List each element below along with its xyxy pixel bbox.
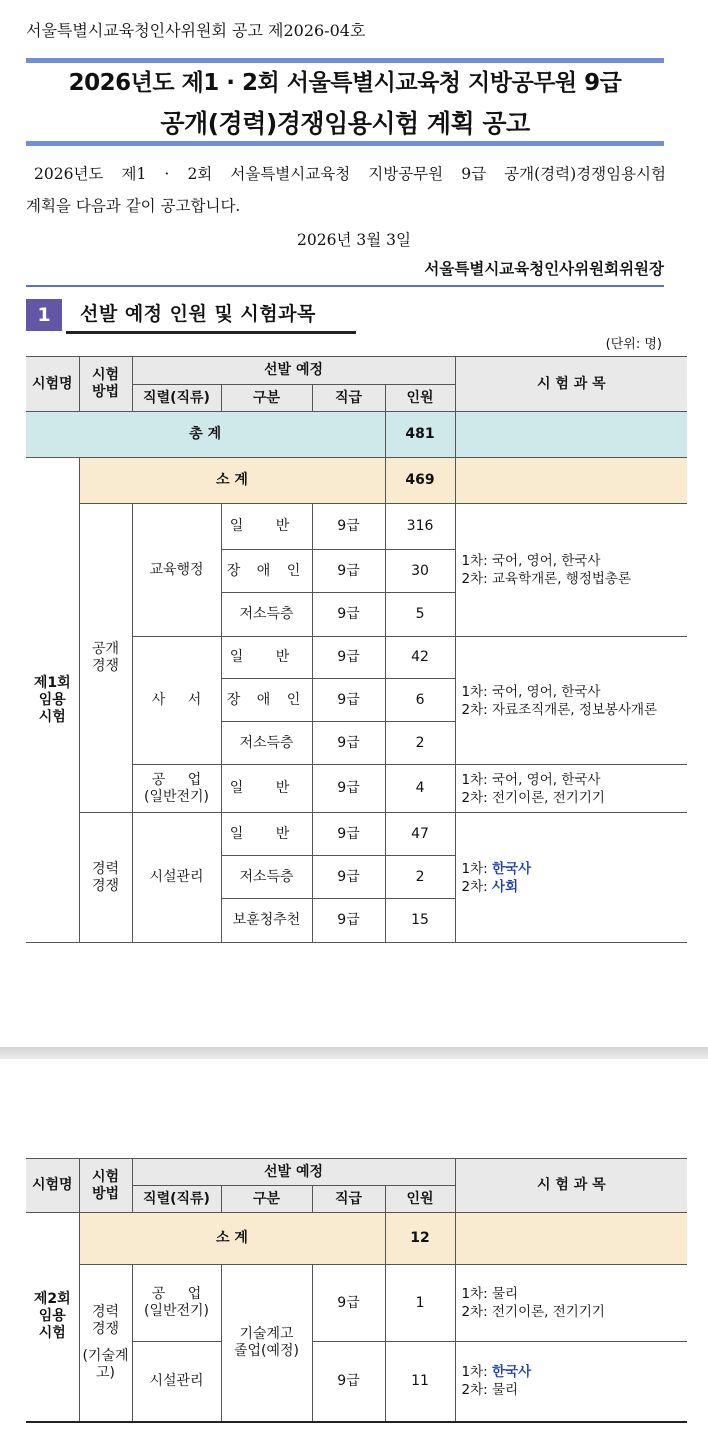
grade-edu-disabled: 9급 [312, 550, 385, 593]
count-edu-disabled: 30 [385, 550, 455, 593]
signer-rule [26, 285, 664, 287]
subjects-facility [455, 813, 687, 943]
subject-highlight: 한국사 [492, 1364, 532, 1381]
subject-line [462, 878, 688, 896]
count-ind-general: 4 [385, 765, 455, 813]
subject-prefix: 2차: [461, 878, 493, 895]
page-title-line2: 공개(경력)경쟁임용시험 계획 공고 [160, 109, 530, 138]
subject-prefix: 1차: [461, 1364, 493, 1381]
header-exam-method: 시험 방법 [79, 1159, 132, 1213]
header-subjects: 시 험 과 목 [455, 357, 687, 412]
header-grade: 직급 [312, 1186, 385, 1213]
cat-edu-disabled: 장 애 인 [221, 550, 312, 593]
header-selection: 선발 예정 [132, 1159, 455, 1186]
count-lib-general: 42 [385, 637, 455, 679]
cat-fac-lowincome: 저소득층 [221, 856, 312, 899]
total-count: 481 [385, 412, 455, 458]
series-facility-2: 시설관리 [132, 1342, 221, 1422]
subtotal-count-2: 12 [385, 1213, 455, 1265]
header-category: 구분 [221, 385, 312, 412]
header-exam-name: 시험명 [26, 357, 79, 412]
series-facility: 시설관리 [132, 813, 221, 943]
subject-line: 2차: 자료조직개론, 정보봉사개론 [461, 701, 658, 718]
subject-highlight: 사회 [492, 878, 519, 895]
grade-ind-2: 9급 [312, 1265, 385, 1342]
series-industrial-2: 공 업 (일반전기) [132, 1265, 221, 1342]
cat-edu-lowincome: 저소득층 [221, 593, 312, 637]
unit-label: (단위: 명) [605, 337, 662, 352]
subjects-facility-2 [455, 1342, 687, 1422]
count-ind-2: 1 [385, 1265, 455, 1342]
cat-lib-general: 일 반 [221, 637, 312, 679]
header-grade: 직급 [312, 385, 385, 412]
method-label: 경력 경쟁 [91, 1303, 120, 1337]
cat-fac-general: 일 반 [221, 813, 312, 856]
notice-number: 서울특별시교육청인사위원회 공고 제2026-04호 [26, 21, 366, 40]
notice-date: 2026년 3월 3일 [297, 231, 411, 249]
subject-line: 1차: 국어, 영어, 한국사 [461, 683, 601, 700]
header-count: 인원 [385, 385, 455, 412]
subtotal-count-1: 469 [385, 458, 455, 504]
method-career: 경력 경쟁 [79, 813, 132, 943]
intro-text [26, 158, 666, 222]
signer: 서울특별시교육청인사위원회위원장 [424, 259, 664, 278]
subject-line: 2차: 물리 [461, 1382, 519, 1399]
section-title: 선발 예정 인원 및 시험과목 [80, 303, 316, 325]
grade-lib-disabled: 9급 [312, 679, 385, 722]
selection-table-1 [26, 356, 687, 943]
subject-line: 2차: 전기이론, 전기기기 [461, 1304, 605, 1320]
subjects-industrial-2 [455, 1265, 687, 1342]
header-exam-method: 시험 방법 [79, 357, 132, 412]
grade-fac-lowincome: 9급 [312, 856, 385, 899]
page-break [0, 1047, 708, 1059]
series-industrial: 공 업 (일반전기) [132, 765, 221, 813]
subject-line: 1차: 국어, 영어, 한국사 [461, 771, 601, 788]
cat-lib-disabled: 장 애 인 [221, 679, 312, 722]
method-note: (기술계 고) [82, 1347, 129, 1381]
cat-edu-general: 일 반 [221, 504, 312, 550]
title-bottom-rule [26, 141, 664, 146]
cat-ind-general: 일 반 [221, 765, 312, 813]
count-lib-lowincome: 2 [385, 722, 455, 765]
total-subjects-empty [455, 412, 687, 458]
header-count: 인원 [385, 1186, 455, 1213]
page-title-line1: 2026년도 제1 · 2회 서울특별시교육청 지방공무원 9급 [68, 70, 622, 96]
total-label: 총 계 [26, 412, 385, 458]
header-series: 직렬(직류) [132, 385, 221, 412]
count-lib-disabled: 6 [385, 679, 455, 722]
subject-prefix: 1차: [461, 860, 493, 877]
series-librarian: 사 서 [132, 637, 221, 765]
intro-line1: 2026년도 제1 · 2회 서울특별시교육청 지방공무원 9급 공개(경력)경쟁임용시험 [34, 165, 666, 183]
subjects-industrial [455, 765, 687, 813]
intro-line2: 계획을 다음과 같이 공고합니다. [26, 197, 241, 215]
grade-lib-lowincome: 9급 [312, 722, 385, 765]
header-series: 직렬(직류) [132, 1186, 221, 1213]
grade-edu-lowincome: 9급 [312, 593, 385, 637]
count-fac-lowincome: 2 [385, 856, 455, 899]
subject-line: 1차: 물리 [461, 1286, 519, 1302]
cat-fac-veteran: 보훈청추천 [221, 899, 312, 943]
count-edu-lowincome: 5 [385, 593, 455, 637]
subject-line: 2차: 교육학개론, 행정법총론 [461, 571, 632, 587]
exam-name-1: 제1회 임용 시험 [26, 458, 79, 943]
header-selection: 선발 예정 [132, 357, 455, 385]
subject-line: 1차: 국어, 영어, 한국사 [461, 553, 601, 569]
exam-name-2: 제2회 임용 시험 [26, 1213, 79, 1422]
method-open: 공개 경쟁 [79, 504, 132, 813]
count-fac-general: 47 [385, 813, 455, 856]
method-career-2 [79, 1265, 132, 1422]
subject-highlight: 한국사 [492, 860, 532, 877]
count-fac-veteran: 15 [385, 899, 455, 943]
grade-edu-general: 9급 [312, 504, 385, 550]
selection-table-2 [26, 1158, 687, 1423]
title-top-rule [26, 58, 664, 63]
grade-lib-general: 9급 [312, 637, 385, 679]
subjects-librarian [455, 637, 687, 765]
grade-fac-veteran: 9급 [312, 899, 385, 943]
subjects-edu-admin [455, 504, 687, 637]
subtotal-label-2: 소 계 [79, 1213, 385, 1265]
subject-line [462, 1363, 688, 1381]
section-underline [66, 331, 356, 334]
count-fac-2: 11 [385, 1342, 455, 1422]
category-tech-hs: 기술계고 졸업(예정) [221, 1265, 312, 1422]
grade-fac-2: 9급 [312, 1342, 385, 1422]
subtotal-subjects-empty-1 [455, 458, 687, 504]
header-exam-name: 시험명 [26, 1159, 79, 1213]
series-edu-admin: 교육행정 [132, 504, 221, 637]
subtotal-subjects-empty-2 [455, 1213, 687, 1265]
header-category: 구분 [221, 1186, 312, 1213]
subtotal-label-1: 소 계 [79, 458, 385, 504]
grade-fac-general: 9급 [312, 813, 385, 856]
count-edu-general: 316 [385, 504, 455, 550]
subject-line: 2차: 전기이론, 전기기기 [461, 789, 605, 806]
subject-line [462, 860, 688, 878]
cat-lib-lowincome: 저소득층 [221, 722, 312, 765]
section-number: 1 [26, 299, 62, 331]
header-subjects: 시 험 과 목 [455, 1159, 687, 1213]
grade-ind-general: 9급 [312, 765, 385, 813]
